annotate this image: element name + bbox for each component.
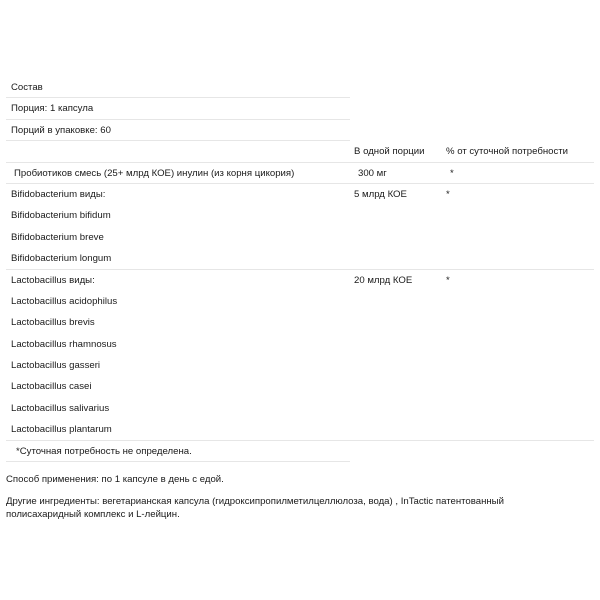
- footnote-row: [6, 441, 594, 462]
- strain-name: Bifidobacterium longum: [11, 253, 112, 265]
- strain-name: Bifidobacterium bifidum: [11, 210, 111, 222]
- servings-per-pack: Порций в упаковке: 60: [11, 124, 111, 136]
- probiotic-blend-name: Пробиотиков смесь (25+ млрд КОЕ) инулин (из корня цикория): [14, 167, 295, 179]
- bifido-row: [6, 184, 594, 205]
- bifido-dv: *: [446, 188, 450, 200]
- facts-header: Состав: [11, 82, 43, 93]
- strain-row: [6, 376, 594, 397]
- usage-instructions: Способ применения: по 1 капсуле в день с едой.: [6, 474, 224, 485]
- serving-size-row: [6, 98, 594, 119]
- bifido-amount: 5 млрд КОЕ: [354, 188, 407, 200]
- strain-name: Lactobacillus acidophilus: [11, 295, 118, 307]
- strain-name: Lactobacillus casei: [11, 381, 92, 393]
- other-ingredients: Другие ингредиенты: вегетарианская капсула (гидроксипропилметилцеллюлоза, вода) , InTactic патентованный полисахаридный комплекс и L-лейцин.: [6, 496, 504, 520]
- strain-row: [6, 398, 594, 419]
- probiotic-blend-amount: 300 мг: [358, 167, 387, 179]
- strain-name: Lactobacillus brevis: [11, 317, 95, 329]
- lacto-amount: 20 млрд КОЕ: [354, 274, 413, 286]
- lacto-row: [6, 270, 594, 291]
- column-dv-header: % от суточной потребности: [446, 146, 568, 158]
- strain-row: [6, 291, 594, 312]
- lacto-name: Lactobacillus виды:: [11, 274, 95, 286]
- strain-name: Lactobacillus salivarius: [11, 402, 110, 414]
- daily-value-footnote: *Суточная потребность не определена.: [16, 445, 192, 457]
- strain-row: [6, 227, 594, 248]
- strain-row: [6, 419, 594, 440]
- column-amount-header: В одной порции: [354, 146, 425, 158]
- strain-row: [6, 248, 594, 269]
- lacto-dv: *: [446, 274, 450, 286]
- strain-row: [6, 205, 594, 226]
- facts-header-row: [6, 77, 594, 98]
- strain-name: Lactobacillus gasseri: [11, 360, 101, 372]
- serving-size: Порция: 1 капсула: [11, 103, 94, 115]
- strain-row: [6, 312, 594, 333]
- strain-name: Lactobacillus rhamnosus: [11, 338, 117, 350]
- strain-row: [6, 334, 594, 355]
- strain-name: Lactobacillus plantarum: [11, 424, 112, 436]
- bifido-name: Bifidobacterium виды:: [11, 188, 106, 200]
- servings-per-pack-row: [6, 120, 594, 141]
- strain-name: Bifidobacterium breve: [11, 231, 104, 243]
- column-header-row: [6, 141, 594, 162]
- strain-row: [6, 355, 594, 376]
- probiotic-blend-dv: *: [450, 167, 454, 179]
- probiotic-blend-row: [6, 163, 594, 184]
- supplement-facts-table: [6, 77, 594, 462]
